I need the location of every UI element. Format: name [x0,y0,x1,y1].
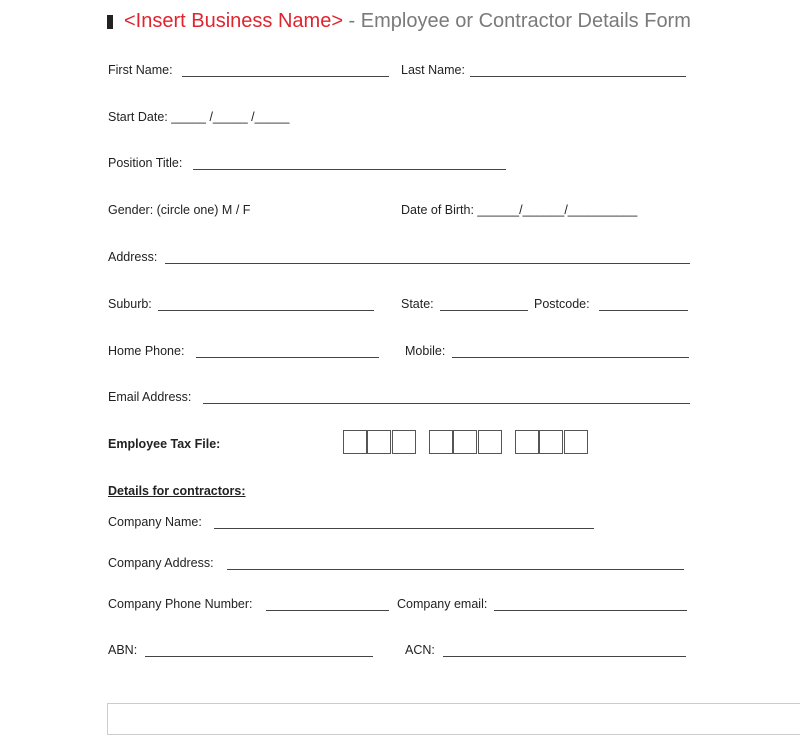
tax-file-box[interactable] [367,430,391,454]
position-title-field[interactable] [193,169,506,170]
email-label: Email Address: [108,390,192,404]
postcode-label: Postcode: [534,297,590,311]
company-name-field[interactable] [214,528,594,529]
abn-label: ABN: [108,643,138,657]
postcode-field[interactable] [599,310,688,311]
address-field[interactable] [165,263,690,264]
mobile-label: Mobile: [405,344,446,358]
tax-file-label: Employee Tax File: [108,437,221,451]
first-name-field[interactable] [182,76,389,77]
state-label: State: [401,297,434,311]
tax-file-box[interactable] [515,430,539,454]
company-phone-field[interactable] [266,610,389,611]
company-email-field[interactable] [494,610,687,611]
tax-file-box[interactable] [453,430,477,454]
home-phone-label: Home Phone: [108,344,185,358]
company-address-label: Company Address: [108,556,214,570]
tax-file-box[interactable] [429,430,453,454]
tax-file-box[interactable] [564,430,588,454]
address-label: Address: [108,250,158,264]
last-name-field[interactable] [470,76,686,77]
date-of-birth-field[interactable]: Date of Birth: ______/______/__________ [401,203,638,217]
business-name: <Insert Business Name> [124,10,343,32]
suburb-label: Suburb: [108,297,152,311]
acn-field[interactable] [443,656,686,657]
page-title [124,8,691,34]
gender-field[interactable]: Gender: (circle one) M / F [108,203,251,217]
tax-file-box[interactable] [539,430,563,454]
bottom-section-box [107,703,800,735]
tax-file-box[interactable] [343,430,367,454]
acn-label: ACN: [405,643,435,657]
suburb-field[interactable] [158,310,374,311]
position-title-label: Position Title: [108,156,183,170]
state-field[interactable] [440,310,528,311]
company-address-field[interactable] [227,569,684,570]
tax-file-box[interactable] [478,430,502,454]
first-name-label: First Name: [108,63,173,77]
form-title: - Employee or Contractor Details Form [343,10,691,32]
title-marker [107,15,113,29]
email-field[interactable] [203,403,690,404]
contractors-heading: Details for contractors: [108,484,246,498]
tax-file-box[interactable] [392,430,416,454]
mobile-field[interactable] [452,357,689,358]
home-phone-field[interactable] [196,357,379,358]
abn-field[interactable] [145,656,373,657]
company-email-label: Company email: [397,597,488,611]
start-date-field[interactable]: Start Date: _____ /_____ /_____ [108,110,290,124]
company-phone-label: Company Phone Number: [108,597,253,611]
last-name-label: Last Name: [401,63,465,77]
company-name-label: Company Name: [108,515,202,529]
